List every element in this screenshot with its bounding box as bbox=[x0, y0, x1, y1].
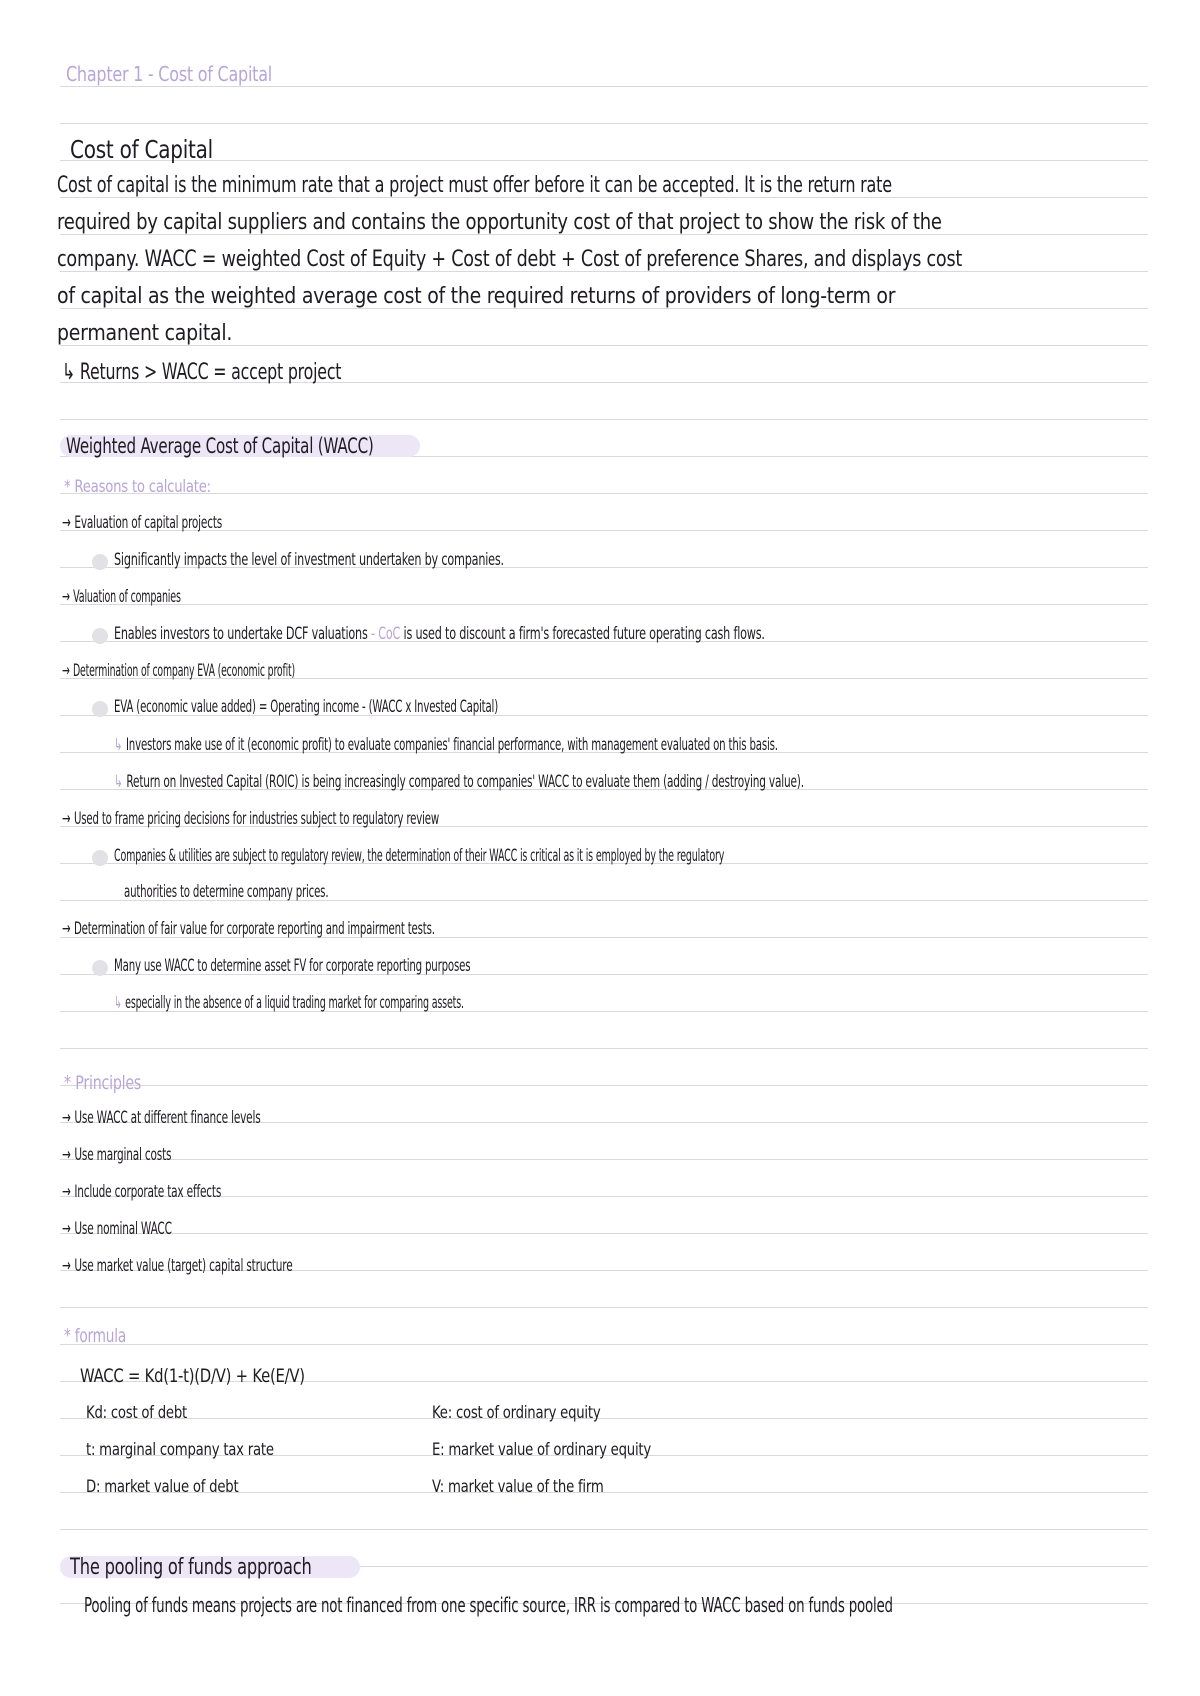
right-arrow-icon: → bbox=[62, 919, 71, 939]
item-text: Determination of company EVA (economic profit) bbox=[72, 661, 296, 681]
reason-detail bbox=[114, 697, 498, 717]
paragraph-line: required by capital suppliers and contains the opportunity cost of that project to show the risk of the bbox=[57, 210, 942, 235]
return-arrow-icon: ↳ bbox=[62, 360, 80, 385]
item-text: Return on Invested Capital (ROIC) is being increasingly compared to companies' WACC to evaluate them (adding / destroying value). bbox=[126, 772, 804, 792]
section-title-cost-of-capital: Cost of Capital bbox=[70, 135, 213, 164]
reason-detail bbox=[114, 846, 724, 866]
reason-detail bbox=[114, 624, 765, 644]
paragraph-line: of capital as the weighted average cost of the required returns of providers of long-term or bbox=[57, 284, 896, 309]
detail-text: is used to discount a firm's forecasted future operating cash flows. bbox=[403, 624, 765, 644]
ruled-line bbox=[60, 1085, 1148, 1086]
item-text: especially in the absence of a liquid trading market for comparing assets. bbox=[125, 993, 464, 1013]
right-arrow-icon: → bbox=[62, 513, 71, 533]
right-arrow-icon: → bbox=[62, 1219, 71, 1239]
definition-kd: Kd: cost of debt bbox=[86, 1403, 187, 1423]
reasons-heading: * Reasons to calculate: bbox=[64, 477, 211, 497]
paragraph-line: company. WACC = weighted Cost of Equity + Cost of debt + Cost of preference Shares, and displays cost bbox=[57, 247, 963, 272]
ruled-line bbox=[60, 604, 1148, 605]
sub-point bbox=[114, 993, 464, 1013]
highlighted-term: - CoC bbox=[370, 624, 401, 644]
return-arrow-icon: ↳ bbox=[114, 772, 123, 792]
item-text: Many use WACC to determine asset FV for corporate reporting purposes bbox=[114, 956, 471, 976]
ruled-line bbox=[60, 419, 1148, 420]
reason-item bbox=[62, 587, 181, 607]
definition-t: t: marginal company tax rate bbox=[86, 1440, 274, 1460]
item-text: Investors make use of it (economic profit) to evaluate companies' financial performance, with management evaluated on this basis. bbox=[125, 735, 778, 755]
ruled-line bbox=[60, 1529, 1148, 1530]
note-line: ↳ Returns > WACC = accept project bbox=[62, 360, 342, 385]
item-text: authorities to determine company prices. bbox=[124, 882, 329, 902]
reason-detail bbox=[124, 882, 328, 902]
detail-text: Enables investors to undertake DCF valuations bbox=[114, 624, 368, 644]
bullet-dot bbox=[92, 960, 108, 976]
right-arrow-icon: → bbox=[62, 1182, 71, 1202]
principles-heading: * Principles bbox=[64, 1072, 142, 1094]
principle-item bbox=[62, 1219, 172, 1239]
sub-point bbox=[114, 772, 804, 792]
item-text: EVA (economic value added) = Operating income - (WACC x Invested Capital) bbox=[114, 697, 499, 717]
paragraph-line: Cost of capital is the minimum rate that a project must offer before it can be accepted. It is the return rate bbox=[57, 173, 892, 198]
right-arrow-icon: → bbox=[62, 1108, 71, 1128]
definition-d: D: market value of debt bbox=[86, 1477, 239, 1497]
section-title-wacc: Weighted Average Cost of Capital (WACC) bbox=[66, 434, 374, 458]
reason-item bbox=[62, 809, 439, 829]
ruled-line bbox=[60, 1233, 1148, 1234]
definition-e: E: market value of ordinary equity bbox=[432, 1440, 651, 1460]
pooling-line: Pooling of funds means projects are not financed from one specific source, IRR is compared to WACC based on funds pooled bbox=[84, 1593, 893, 1617]
ruled-line bbox=[60, 493, 1148, 494]
ruled-line bbox=[60, 1307, 1148, 1308]
paragraph-line: permanent capital. bbox=[57, 321, 233, 346]
ruled-line bbox=[60, 1344, 1148, 1345]
wacc-equation: WACC = Kd(1-t)(D/V) + Ke(E/V) bbox=[80, 1365, 305, 1387]
ruled-line bbox=[60, 86, 1148, 87]
principle-text: Include corporate tax effects bbox=[74, 1182, 222, 1202]
ruled-line bbox=[60, 1196, 1148, 1197]
right-arrow-icon: → bbox=[62, 587, 70, 607]
principle-item bbox=[62, 1108, 261, 1128]
right-arrow-icon: → bbox=[62, 1256, 71, 1276]
chapter-title: Chapter 1 - Cost of Capital bbox=[66, 62, 272, 86]
principle-text: Use marginal costs bbox=[74, 1145, 172, 1165]
right-arrow-icon: → bbox=[62, 809, 71, 829]
principle-text: Use nominal WACC bbox=[74, 1219, 172, 1239]
ruled-line bbox=[60, 160, 1148, 161]
principle-text: Use market value (target) capital structure bbox=[74, 1256, 293, 1276]
definition-v: V: market value of the firm bbox=[432, 1477, 604, 1497]
formula-heading: * formula bbox=[64, 1325, 126, 1347]
item-text: Valuation of companies bbox=[73, 587, 181, 607]
item-text: Companies & utilities are subject to regulatory review, the determination of their WACC is critical as it is employed by the regulatory bbox=[114, 846, 725, 866]
reason-item bbox=[62, 919, 435, 939]
bullet-dot bbox=[92, 628, 108, 644]
ruled-line bbox=[60, 530, 1148, 531]
principle-item bbox=[62, 1256, 293, 1276]
right-arrow-icon: → bbox=[62, 1145, 71, 1165]
item-text: Determination of fair value for corporate reporting and impairment tests. bbox=[73, 919, 435, 939]
ruled-line bbox=[60, 1159, 1148, 1160]
item-text: Significantly impacts the level of investment undertaken by companies. bbox=[114, 550, 504, 570]
sub-point bbox=[114, 735, 778, 755]
reason-item bbox=[62, 513, 222, 533]
reason-detail bbox=[114, 956, 470, 976]
principle-text: Use WACC at different finance levels bbox=[74, 1108, 261, 1128]
reason-detail bbox=[114, 550, 504, 570]
ruled-line bbox=[60, 123, 1148, 124]
return-arrow-icon: ↳ bbox=[114, 735, 123, 755]
ruled-line bbox=[60, 1418, 1148, 1419]
item-text: Used to frame pricing decisions for industries subject to regulatory review bbox=[73, 809, 440, 829]
definition-ke: Ke: cost of ordinary equity bbox=[432, 1403, 601, 1423]
section-title-pooling: The pooling of funds approach bbox=[70, 1555, 312, 1580]
ruled-line bbox=[60, 1048, 1148, 1049]
bullet-dot bbox=[92, 850, 108, 866]
return-arrow-icon: ↳ bbox=[114, 993, 122, 1013]
item-text: Evaluation of capital projects bbox=[74, 513, 223, 533]
bullet-dot bbox=[92, 701, 108, 717]
principle-item bbox=[62, 1145, 171, 1165]
right-arrow-icon: → bbox=[62, 661, 70, 681]
reason-item bbox=[62, 661, 295, 681]
principle-item bbox=[62, 1182, 221, 1202]
bullet-dot bbox=[92, 554, 108, 570]
